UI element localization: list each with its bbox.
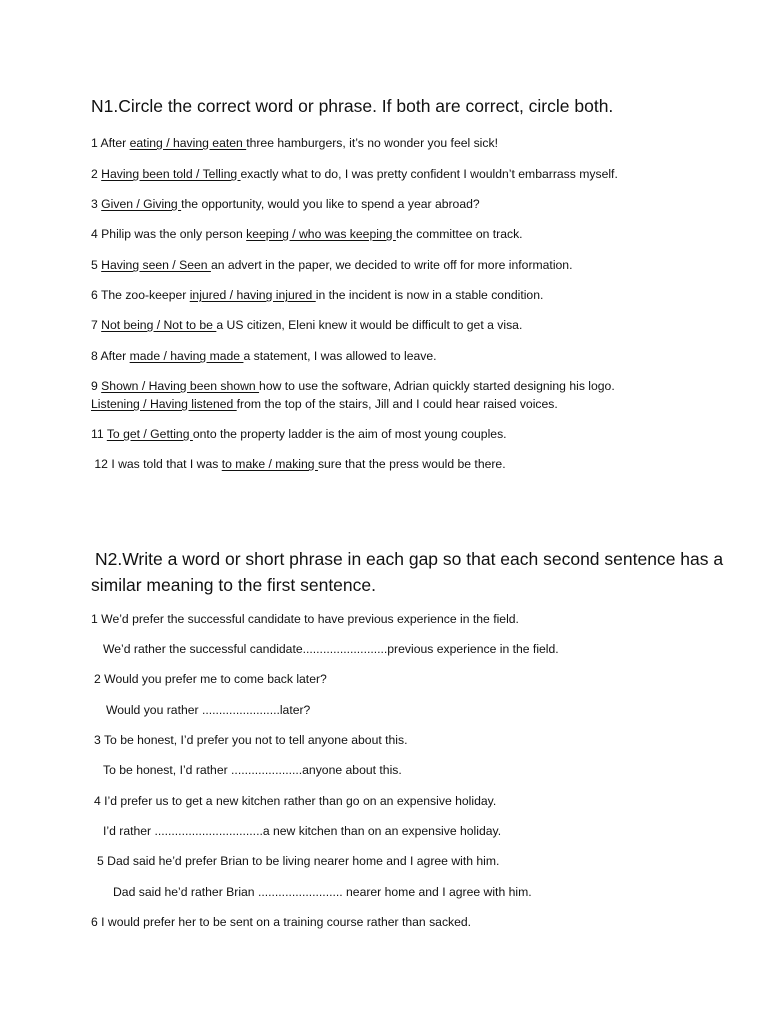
exercise-2-item-6-first: 6 I would prefer her to be sent on a training course rather than sacked. bbox=[91, 915, 472, 929]
exercise-1-item-8 bbox=[91, 348, 437, 364]
exercise-2-item-2-first: 2 Would you prefer me to come back later? bbox=[94, 672, 327, 686]
exercise-2-item-5-second[interactable]: Dad said he’d rather Brian ......................... nearer home and I agree with him. bbox=[113, 885, 532, 899]
item-text: exactly what to do, I was pretty confident I wouldn’t embarrass myself. bbox=[240, 167, 618, 181]
item-text: a statement, I was allowed to leave. bbox=[243, 349, 437, 363]
item-text: the opportunity, would you like to spend a year abroad? bbox=[181, 197, 480, 211]
item-text: 4 Philip was the only person bbox=[91, 227, 247, 241]
item-text: the committee on track. bbox=[395, 227, 523, 241]
item-text: an advert in the paper, we decided to write off for more information. bbox=[210, 258, 573, 272]
item-text: three hamburgers, it’s no wonder you feel sick! bbox=[246, 136, 498, 150]
item-text: in the incident is now in a stable condition. bbox=[315, 288, 544, 302]
item-options[interactable]: Having seen / Seen bbox=[101, 258, 211, 272]
item-options[interactable]: Given / Giving bbox=[101, 197, 182, 211]
exercise-1-item-3 bbox=[91, 196, 480, 212]
item-text: sure that the press would be there. bbox=[317, 457, 506, 471]
item-options[interactable]: Shown / Having been shown bbox=[101, 379, 260, 393]
item-text: 6 The zoo-keeper bbox=[91, 288, 190, 302]
item-options[interactable]: Having been told / Telling bbox=[101, 167, 241, 181]
exercise-2-item-1-first: 1 We’d prefer the successful candidate to have previous experience in the field. bbox=[91, 612, 519, 626]
item-text: how to use the software, Adrian quickly started designing his logo. bbox=[259, 379, 615, 393]
exercise-2-item-3-first: 3 To be honest, I’d prefer you not to tell anyone about this. bbox=[94, 733, 408, 747]
item-text: 12 I was told that I was bbox=[91, 457, 222, 471]
item-options[interactable]: To get / Getting bbox=[106, 427, 193, 441]
item-options[interactable]: injured / having injured bbox=[189, 288, 316, 302]
item-text: 3 bbox=[91, 197, 102, 211]
exercise-1-item-10 bbox=[91, 396, 558, 412]
item-text: 7 bbox=[91, 318, 102, 332]
item-text: a US citizen, Eleni knew it would be difficult to get a visa. bbox=[216, 318, 523, 332]
item-options[interactable]: to make / making bbox=[221, 457, 318, 471]
exercise-1-item-11 bbox=[91, 426, 507, 442]
item-text: 9 bbox=[91, 379, 102, 393]
item-text: from the top of the stairs, Jill and I could hear raised voices. bbox=[236, 397, 558, 411]
item-options[interactable]: made / having made bbox=[129, 349, 244, 363]
item-options[interactable]: Not being / Not to be bbox=[101, 318, 217, 332]
section-2-heading: N2.Write a word or short phrase in each gap so that each second sentence has a similar meaning to the first sentence. bbox=[91, 549, 724, 595]
item-text: 11 bbox=[91, 427, 107, 441]
item-text: 2 bbox=[91, 167, 102, 181]
exercise-1-item-6 bbox=[91, 287, 543, 303]
item-text: onto the property ladder is the aim of most young couples. bbox=[192, 427, 507, 441]
section-1-heading: N1.Circle the correct word or phrase. If both are correct, circle both. bbox=[91, 96, 614, 116]
exercise-1-item-9 bbox=[91, 378, 615, 394]
exercise-1-item-2 bbox=[91, 166, 618, 182]
exercise-1-item-12 bbox=[91, 456, 506, 472]
item-text: 5 bbox=[91, 258, 102, 272]
exercise-2-item-4-first: 4 I’d prefer us to get a new kitchen rather than go on an expensive holiday. bbox=[94, 794, 497, 808]
exercise-2-item-5-first: 5 Dad said he’d prefer Brian to be living nearer home and I agree with him. bbox=[97, 854, 500, 868]
exercise-2-item-3-second[interactable]: To be honest, I’d rather .....................anyone about this. bbox=[103, 763, 402, 777]
exercise-1-item-1 bbox=[91, 135, 498, 151]
exercise-2-item-4-second[interactable]: I’d rather ................................a new kitchen than on an expensive holiday. bbox=[103, 824, 502, 838]
exercise-2-item-1-second[interactable]: We’d rather the successful candidate.........................previous experience in the field. bbox=[103, 642, 559, 656]
item-options[interactable]: eating / having eaten bbox=[129, 136, 247, 150]
exercise-1-item-5 bbox=[91, 257, 572, 273]
exercise-1-item-4 bbox=[91, 226, 523, 242]
item-options[interactable]: Listening / Having listened bbox=[91, 397, 237, 411]
item-text: 8 After bbox=[91, 349, 130, 363]
item-options[interactable]: keeping / who was keeping bbox=[246, 227, 396, 241]
item-text: 1 After bbox=[91, 136, 130, 150]
exercise-2-item-2-second[interactable]: Would you rather .......................later? bbox=[106, 703, 311, 717]
exercise-1-item-7 bbox=[91, 317, 522, 333]
